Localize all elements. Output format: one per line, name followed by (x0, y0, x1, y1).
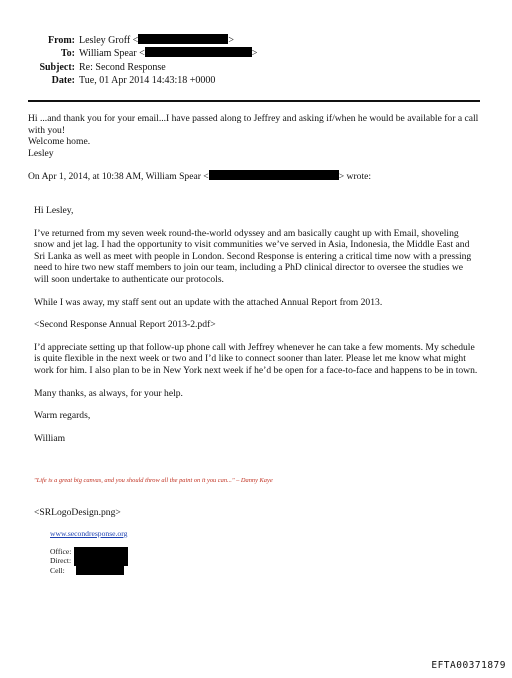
subject-row (0, 61, 512, 74)
office-row (50, 547, 128, 556)
direct-row (50, 556, 128, 565)
quoted-greeting: Hi Lesley, (34, 205, 74, 216)
reply-signature: Lesley (28, 147, 54, 159)
office-label: Office: (50, 547, 72, 556)
date-row (0, 74, 512, 87)
quoted-name: William (34, 432, 66, 444)
subject-text: Re: Second Response (79, 61, 166, 73)
redacted-phone-block (76, 566, 124, 575)
redacted-email-block (145, 47, 252, 57)
quoted-paragraph: While I was away, my staff sent out an update with the attached Annual Report from 2013. (34, 296, 383, 308)
redacted-phone-block (74, 556, 128, 565)
quoted-message (34, 205, 480, 444)
email-header (0, 34, 512, 87)
redacted-phone-block (74, 547, 128, 556)
attribution-prefix: On Apr 1, 2014, at 10:38 AM, William Spear < (28, 171, 209, 183)
subject-label: Subject: (39, 61, 75, 73)
from-end: > (228, 35, 234, 46)
direct-label: Direct: (50, 556, 72, 566)
website-link[interactable]: www.secondresponse.org (50, 529, 128, 538)
cell-label: Cell: (50, 565, 65, 575)
signature-quote: "Life is a great big canvas, and you should throw all the paint on it you can..." – Danny Kaye (34, 477, 273, 484)
from-row (0, 34, 512, 47)
document-id: EFTA00371879 (431, 660, 506, 671)
date-label: Date: (51, 74, 75, 86)
to-name: William Spear < (79, 48, 145, 60)
from-name: Lesley Groff < (79, 35, 139, 46)
quoted-paragraph: I’ve returned from my seven week round-the-world odyssey and am basically caught up with Email, shoveling snow and jet lag. I had the opportunity to visit communities we’ve served in Asia, Indonesia, the Middle East and Sri Lanka as well as meet with people in London. Second Response is entering a critical time now with a pressing need to hire two new staff members to join our team, including a PhD clinical director to oversee the studies we will soon undertake to authenticate our protocols. (34, 227, 472, 285)
redacted-email-block (138, 34, 228, 44)
quoted-regards: Warm regards, (34, 410, 91, 422)
quoted-paragraph: I’d appreciate setting up that follow-up phone call with Jeffrey whenever he can take a few moments. My schedule is quite flexible in the next week or two and I’d like to connect sooner than later. Please let me know what might work for him. I also plan to be in New York next week if he’d be open for a face-to-face and happens to be in town. (34, 341, 478, 376)
date-text: Tue, 01 Apr 2014 14:43:18 +0000 (79, 74, 216, 86)
contact-block (50, 547, 128, 575)
quote-attribution (28, 170, 484, 183)
to-end: > (251, 48, 258, 60)
redacted-email-block (209, 170, 339, 180)
from-label: From: (47, 35, 75, 46)
attribution-suffix: > wrote: (338, 171, 372, 183)
attachment-reference: <Second Response Annual Report 2013-2.pdf> (34, 319, 216, 331)
to-row (0, 47, 512, 60)
cell-row (50, 566, 128, 575)
reply-body (28, 113, 484, 183)
reply-line: Welcome home. (28, 136, 91, 148)
logo-attachment-reference: <SRLogoDesign.png> (34, 507, 121, 518)
header-divider (28, 100, 480, 102)
reply-line: Hi ...and thank you for your email...I have passed along to Jeffrey and asking if/when he would be available for a call with you! (28, 113, 479, 136)
to-label: To: (60, 48, 75, 60)
quoted-thanks: Many thanks, as always, for your help. (34, 387, 183, 399)
